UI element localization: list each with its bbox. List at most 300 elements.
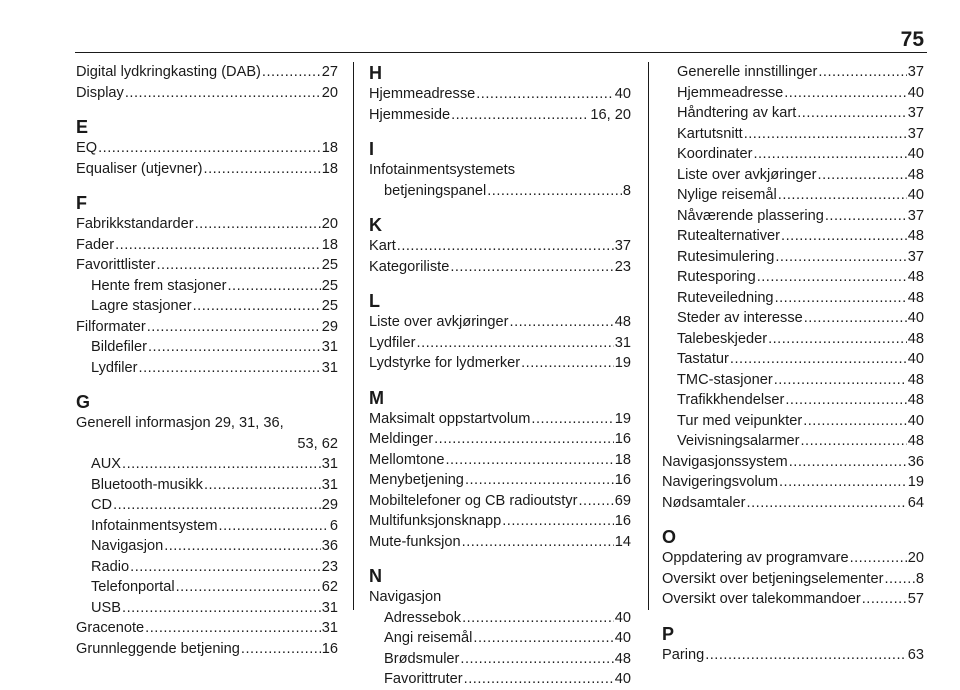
entry-term: Adressebok (384, 609, 462, 626)
entry-page-ref: 40 (907, 84, 924, 101)
index-entry (76, 618, 338, 639)
entry-page-ref: 48 (614, 650, 631, 667)
index-subentry (76, 577, 338, 598)
entry-term: Hente frem stasjoner (91, 277, 227, 294)
index-group (76, 62, 338, 103)
entry-term: Bildefiler (91, 339, 147, 355)
dot-leader (115, 235, 321, 256)
entry-term: Ruteveiledning (677, 289, 774, 306)
dot-leader (195, 214, 321, 235)
index-group (369, 387, 631, 553)
entry-term: Fabrikkstandarder (76, 216, 194, 232)
dot-leader (804, 308, 907, 329)
dot-leader (578, 491, 613, 512)
column-divider-1 (353, 62, 354, 610)
dot-leader (451, 105, 589, 126)
index-entry (76, 62, 338, 83)
dot-leader (219, 516, 329, 537)
dot-leader (774, 370, 907, 391)
header-rule (75, 52, 927, 53)
entry-page-ref: 27 (321, 64, 338, 80)
entry-page-ref: 19 (614, 355, 631, 371)
index-letter-heading: M (369, 387, 384, 408)
index-entry (76, 317, 338, 338)
index-letter-heading: H (369, 63, 382, 83)
dot-leader (417, 333, 614, 354)
index-subentry (662, 144, 924, 165)
entry-page-ref: 16 (614, 513, 631, 529)
index-subentry (76, 337, 338, 358)
index-subentry (662, 62, 924, 83)
entry-term: Rutealternativer (677, 228, 781, 244)
dot-leader (148, 337, 321, 358)
entry-page-ref: 14 (614, 533, 631, 550)
index-group (76, 192, 338, 378)
entry-page-ref: 40 (907, 351, 924, 367)
entry-term: Bluetooth-musikk (91, 476, 203, 493)
entry-term: Lydstyrke for lydmerker (369, 355, 521, 371)
entry-page-ref: 18 (321, 160, 338, 177)
dot-leader (122, 598, 321, 619)
entry-term: Digital lydkringkasting (DAB) (76, 64, 261, 80)
entry-term: Multifunksjonsknapp (369, 513, 502, 529)
dot-leader (800, 431, 906, 452)
entry-page-ref: 48 (907, 371, 924, 388)
index-subentry (662, 226, 924, 247)
entry-term: Rutesporing (677, 269, 756, 285)
index-entry (76, 159, 338, 180)
entry-term: Tur med veipunkter (677, 412, 803, 429)
dot-leader (193, 296, 321, 317)
dot-leader (462, 532, 614, 553)
dot-leader (884, 569, 914, 590)
entry-page-ref: 48 (907, 433, 924, 449)
entry-page-ref: 48 (907, 289, 924, 306)
index-entry-continuation (76, 434, 338, 455)
entry-page-ref: 31 (321, 339, 338, 355)
entry-page-ref: 37 (907, 248, 924, 265)
index-group (76, 391, 338, 659)
index-entry (369, 257, 631, 278)
index-subentry (369, 181, 631, 202)
entry-term: Nåværende plassering (677, 207, 824, 224)
entry-page-ref: 20 (321, 84, 338, 101)
entry-term: Hjemmeadresse (369, 86, 476, 102)
index-subentry (662, 206, 924, 227)
entry-term: Favorittlister (76, 257, 156, 273)
dot-leader (262, 62, 321, 83)
index-subentry (662, 165, 924, 186)
entry-term: Meldinger (369, 431, 434, 447)
entry-term: Paring (662, 646, 705, 663)
index-subentry (76, 495, 338, 516)
index-entry (369, 470, 631, 491)
index-entry (662, 645, 924, 666)
entry-term: Radio (91, 558, 130, 575)
dot-leader (531, 409, 613, 430)
index-entry (369, 429, 631, 450)
index-group (369, 138, 631, 201)
index-entry (369, 312, 631, 333)
dot-leader (98, 138, 321, 159)
entry-term: Navigasjonssystem (662, 453, 788, 470)
dot-leader (204, 159, 321, 180)
dot-leader (464, 669, 614, 690)
index-letter-heading: E (76, 117, 89, 137)
dot-leader (145, 618, 321, 639)
entry-term: Infotainmentsystemets (369, 162, 516, 178)
dot-leader (705, 645, 907, 666)
index-letter-heading: K (369, 215, 382, 235)
entry-term: Liste over avkjøringer (369, 314, 509, 330)
entry-term: Veivisningsalarmer (677, 433, 800, 449)
index-entry (369, 333, 631, 354)
index-subentry (662, 288, 924, 309)
dot-leader (785, 390, 906, 411)
entry-term: Lydfiler (91, 359, 138, 376)
index-subentry (369, 669, 631, 690)
dot-leader (473, 628, 613, 649)
entry-page-ref: 37 (907, 105, 924, 121)
dot-leader (784, 83, 907, 104)
index-entry (369, 491, 631, 512)
entry-term: Hjemmeside (369, 106, 451, 123)
entry-term: Oversikt over talekommandoer (662, 591, 861, 607)
entry-page-ref: 23 (321, 558, 338, 575)
dot-leader (850, 548, 907, 569)
dot-leader (130, 557, 321, 578)
dot-leader (797, 103, 907, 124)
entry-term: Angi reisemål (384, 630, 473, 646)
entry-page-ref: 40 (907, 310, 924, 326)
dot-leader (862, 589, 907, 610)
entry-term: EQ (76, 140, 98, 156)
entry-page-ref: 69 (614, 492, 631, 509)
index-subentry (662, 247, 924, 268)
dot-leader (803, 411, 907, 432)
entry-page-ref: 19 (907, 474, 924, 490)
entry-page-ref: 37 (907, 64, 924, 80)
entry-term: Koordinater (677, 146, 753, 162)
index-subentry (662, 370, 924, 391)
index-letter-heading: O (662, 527, 677, 547)
dot-leader (139, 358, 321, 379)
entry-term: Mellomtone (369, 451, 445, 468)
entry-page-ref: 16 (614, 431, 631, 447)
entry-term: Gracenote (76, 620, 145, 636)
dot-leader (113, 495, 321, 516)
entry-term: Display (76, 84, 124, 101)
entry-page-ref: 53, 62 (297, 435, 338, 452)
entry-page-ref: 31 (321, 359, 338, 376)
entry-term: Håndtering av kart (677, 105, 797, 121)
entry-page-ref: 40 (907, 412, 924, 429)
dot-leader (775, 247, 906, 268)
index-letter-heading: G (76, 392, 91, 412)
index-subentry (369, 649, 631, 670)
entry-page-ref: 40 (907, 187, 924, 203)
entry-term: Grunnleggende betjening (76, 640, 240, 657)
dot-leader (789, 452, 907, 473)
index-subentry (662, 308, 924, 329)
index-entry (662, 548, 924, 569)
index-entry (76, 83, 338, 104)
entry-term: Talebeskjeder (677, 330, 768, 347)
entry-term: Oppdatering av programvare (662, 550, 849, 566)
entry-page-ref: 37 (907, 125, 924, 142)
entry-term: Generelle innstillinger (677, 64, 818, 80)
entry-page-ref: 18 (321, 236, 338, 253)
index-entry (662, 493, 924, 514)
dot-leader (434, 429, 614, 450)
index-subentry (76, 536, 338, 557)
index-subentry (76, 358, 338, 379)
entry-page-ref: 40 (614, 630, 631, 646)
dot-leader (775, 288, 907, 309)
dot-leader (510, 312, 614, 333)
entry-page-ref: 63 (907, 646, 924, 663)
entry-term: Fader (76, 236, 115, 253)
entry-term: Nylige reisemål (677, 187, 777, 203)
dot-leader (818, 62, 906, 83)
index-subentry (76, 454, 338, 475)
dot-leader (825, 206, 907, 227)
index-group (369, 62, 631, 125)
entry-page-ref: 36 (321, 538, 338, 554)
dot-leader (781, 226, 907, 247)
entry-term: Navigasjon (369, 589, 442, 605)
entry-term: Kategoriliste (369, 258, 450, 275)
entry-page-ref: 31 (321, 476, 338, 493)
dot-leader (465, 470, 614, 491)
dot-leader (730, 349, 907, 370)
index-group (662, 623, 924, 666)
entry-term: Liste over avkjøringer (677, 166, 817, 183)
index-subentry (662, 185, 924, 206)
entry-page-ref: 48 (907, 228, 924, 244)
entry-page-ref: 16 (614, 472, 631, 488)
index-subentry (662, 329, 924, 350)
entry-term: TMC-stasjoner (677, 371, 773, 388)
entry-term: Trafikkhendelser (677, 392, 785, 408)
entry-term: Lydfiler (369, 334, 416, 351)
entry-page-ref: 62 (321, 579, 338, 595)
index-subentry (369, 628, 631, 649)
entry-page-ref: 64 (907, 494, 924, 511)
index-column-1 (76, 62, 338, 659)
dot-leader (125, 83, 321, 104)
index-subentry (662, 349, 924, 370)
dot-leader (147, 317, 321, 338)
index-entry (369, 105, 631, 126)
dot-leader (744, 124, 907, 145)
index-entry (76, 235, 338, 256)
entry-page-ref: 48 (614, 314, 631, 330)
entry-page-ref: 8 (915, 570, 924, 587)
index-subentry (369, 608, 631, 629)
index-entry (76, 255, 338, 276)
index-subentry (662, 267, 924, 288)
index-subentry (662, 124, 924, 145)
entry-page-ref: 25 (321, 277, 338, 294)
column-divider-2 (648, 62, 649, 610)
index-group (369, 290, 631, 374)
index-entry (369, 84, 631, 105)
entry-term: Lagre stasjoner (91, 298, 192, 314)
index-subentry (662, 103, 924, 124)
entry-term: Kart (369, 238, 396, 254)
entry-term: Nødsamtaler (662, 494, 746, 511)
index-entry (76, 214, 338, 235)
entry-page-ref: 20 (321, 216, 338, 232)
index-subentry (662, 390, 924, 411)
entry-term: Kartutsnitt (677, 125, 743, 142)
entry-term: USB (91, 599, 122, 616)
index-letter-heading: F (76, 193, 87, 213)
dot-leader (156, 255, 320, 276)
dot-leader (521, 353, 614, 374)
index-column-2 (369, 62, 631, 690)
entry-page-ref: 31 (321, 620, 338, 636)
index-column-3 (662, 62, 924, 665)
entry-term: Maksimalt oppstartvolum (369, 410, 531, 427)
dot-leader (176, 577, 321, 598)
index-entry (369, 236, 631, 257)
dot-leader (502, 511, 614, 532)
entry-page-ref: 6 (329, 517, 338, 534)
entry-page-ref: 29 (321, 497, 338, 513)
dot-leader (476, 84, 614, 105)
index-entry (369, 353, 631, 374)
entry-page-ref: 29 (321, 318, 338, 335)
index-entry (369, 532, 631, 553)
dot-leader (487, 181, 622, 202)
entry-term: Equaliser (utjevner) (76, 160, 203, 177)
dot-leader (753, 144, 906, 165)
dot-leader (747, 493, 907, 514)
entry-page-ref: 25 (321, 298, 338, 314)
entry-page-ref: 31 (321, 456, 338, 472)
index-entry (369, 511, 631, 532)
entry-page-ref: 37 (907, 207, 924, 224)
index-group (76, 116, 338, 179)
entry-term: Tastatur (677, 351, 729, 367)
page-number: 75 (900, 28, 924, 51)
index-subentry (76, 296, 338, 317)
index-subentry (76, 475, 338, 496)
dot-leader (397, 236, 614, 257)
dot-leader (818, 165, 907, 186)
entry-page-ref: 48 (907, 392, 924, 408)
entry-term: Favorittruter (384, 671, 463, 687)
entry-page-ref: 48 (907, 330, 924, 347)
dot-leader (768, 329, 907, 350)
index-entry (369, 160, 631, 181)
index-entry (76, 413, 338, 434)
index-subentry (76, 598, 338, 619)
entry-page-ref: 23 (614, 258, 631, 275)
index-group (662, 526, 924, 610)
entry-term: Filformater (76, 318, 146, 335)
index-group (369, 565, 631, 690)
dot-leader (445, 450, 613, 471)
index-subentry (76, 516, 338, 537)
entry-term: CD (91, 497, 113, 513)
dot-leader (122, 454, 321, 475)
entry-term: Hjemmeadresse (677, 84, 784, 101)
entry-term: Rutesimulering (677, 248, 775, 265)
index-letter-heading: P (662, 623, 675, 644)
index-letter-heading: L (369, 291, 380, 311)
index-group (369, 214, 631, 277)
entry-page-ref: 25 (321, 257, 338, 273)
dot-leader (757, 267, 907, 288)
index-entry (369, 450, 631, 471)
dot-leader (460, 649, 613, 670)
entry-term: Navigeringsvolum (662, 474, 778, 490)
dot-leader (462, 608, 614, 629)
entry-term: Mute-funksjon (369, 533, 461, 550)
index-subentry (662, 83, 924, 104)
index-entry (369, 587, 631, 608)
index-entry (662, 472, 924, 493)
dot-leader (227, 276, 320, 297)
index-letter-heading: N (369, 566, 382, 586)
entry-term: Steder av interesse (677, 310, 803, 326)
entry-term: AUX (91, 456, 122, 472)
index-entry (662, 569, 924, 590)
index-entry (662, 452, 924, 473)
entry-page-ref: 40 (614, 609, 631, 626)
entry-page-ref: 37 (614, 238, 631, 254)
entry-term: Generell informasjon 29, 31, 36, (76, 415, 284, 431)
index-subentry (76, 557, 338, 578)
entry-term: Mobiltelefoner og CB radioutstyr (369, 492, 578, 509)
entry-term: Brødsmuler (384, 650, 460, 667)
entry-term: Menybetjening (369, 472, 464, 488)
entry-page-ref: 19 (614, 410, 631, 427)
entry-page-ref: 36 (907, 453, 924, 470)
dot-leader (164, 536, 321, 557)
entry-page-ref: 18 (614, 451, 631, 468)
entry-page-ref: 40 (614, 86, 631, 102)
dot-leader (778, 185, 907, 206)
entry-page-ref: 40 (614, 671, 631, 687)
entry-term: betjeningspanel (384, 182, 487, 199)
index-subentry (662, 431, 924, 452)
index-group (662, 62, 924, 513)
entry-page-ref: 40 (907, 146, 924, 162)
entry-page-ref: 16 (321, 640, 338, 657)
entry-term: Telefonportal (91, 579, 175, 595)
entry-page-ref: 31 (614, 334, 631, 351)
entry-page-ref: 57 (907, 591, 924, 607)
dot-leader (450, 257, 613, 278)
index-entry (369, 409, 631, 430)
dot-leader (204, 475, 321, 496)
entry-page-ref: 31 (321, 599, 338, 616)
entry-term: Oversikt over betjeningselementer (662, 570, 884, 587)
entry-term: Navigasjon (91, 538, 164, 554)
index-subentry (662, 411, 924, 432)
entry-page-ref: 48 (907, 269, 924, 285)
index-entry (76, 138, 338, 159)
entry-page-ref: 16, 20 (590, 106, 631, 123)
entry-page-ref: 18 (321, 140, 338, 156)
entry-term: Infotainmentsystem (91, 517, 218, 534)
entry-page-ref: 8 (622, 182, 631, 199)
index-letter-heading: I (369, 139, 375, 159)
